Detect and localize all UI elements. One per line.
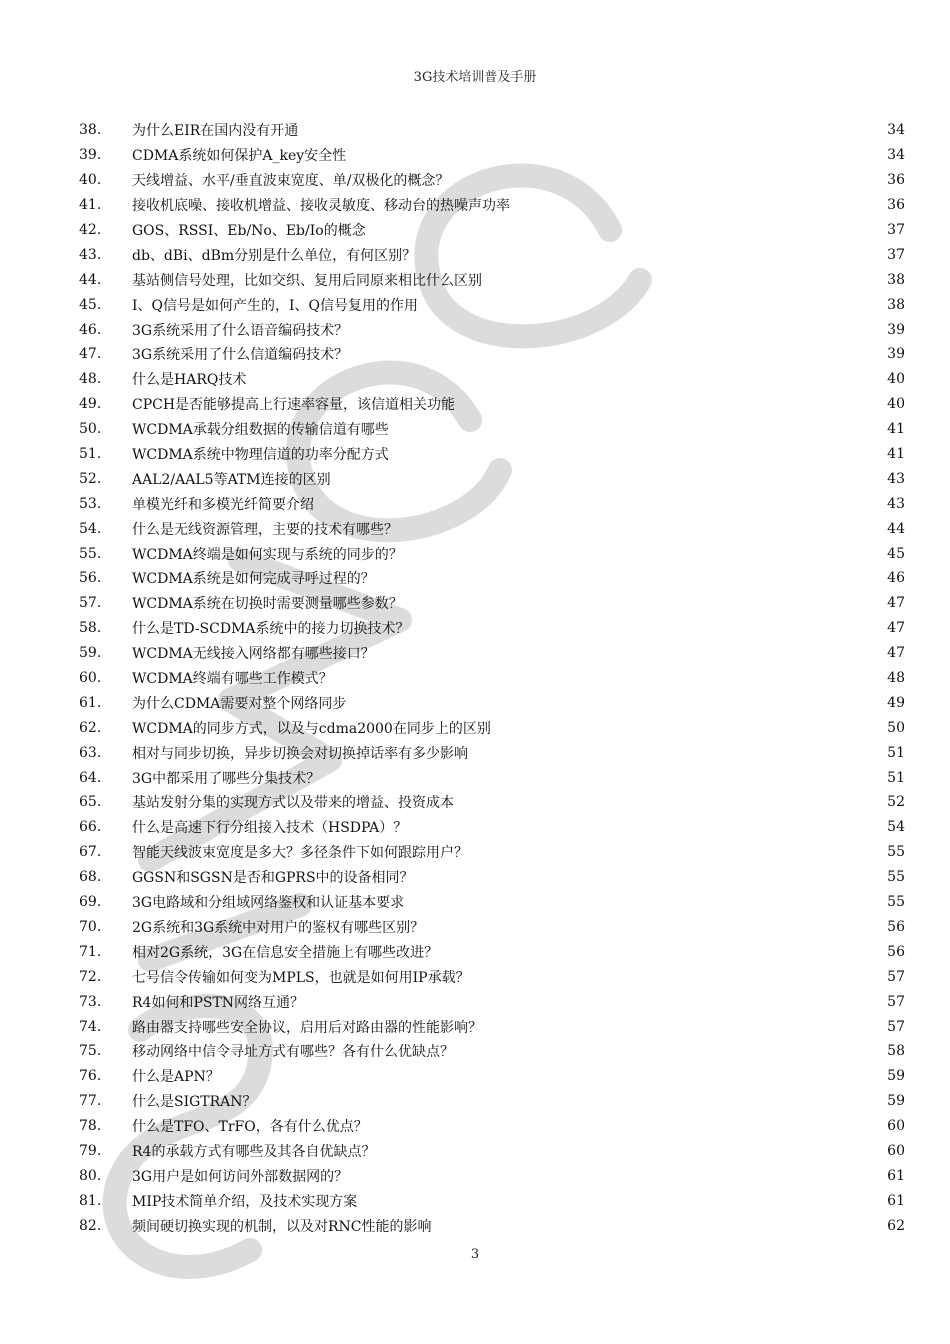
toc-entry[interactable]: [79, 292, 905, 317]
toc-entry-title: 接收机底噪、接收机增益、接收灵敏度、移动台的热噪声功率: [132, 198, 510, 215]
toc-entry-title: 为什么CDMA需要对整个网络同步: [132, 695, 347, 712]
toc-entry[interactable]: [79, 566, 905, 591]
toc-entry-page: 59: [887, 1068, 905, 1085]
toc-entry[interactable]: [79, 865, 905, 890]
toc-entry[interactable]: [79, 1213, 905, 1238]
toc-entry[interactable]: [79, 765, 905, 790]
toc-entry-number: 39.: [79, 147, 102, 164]
toc-entry-title: 移动网络中信令寻址方式有哪些？各有什么优缺点？: [132, 1044, 454, 1061]
toc-entry-page: 57: [887, 968, 905, 985]
toc-entry-number: 50.: [79, 421, 102, 438]
toc-entry-number: 44.: [79, 271, 102, 288]
toc-entry[interactable]: [79, 516, 905, 541]
toc-entry-page: 38: [887, 296, 905, 313]
toc-entry-number: 43.: [79, 246, 102, 263]
toc-entry-title: 频间硬切换实现的机制，以及对RNC性能的影响: [132, 1218, 432, 1235]
toc-entry-number: 40.: [79, 172, 102, 189]
toc-entry-number: 55.: [79, 545, 102, 562]
toc-entry-number: 82.: [79, 1217, 102, 1234]
toc-entry[interactable]: [79, 1188, 905, 1213]
toc-entry-number: 59.: [79, 645, 102, 662]
toc-entry-title: 相对与同步切换，异步切换会对切换掉话率有多少影响: [132, 745, 468, 762]
toc-entry-number: 66.: [79, 819, 102, 836]
toc-entry[interactable]: [79, 840, 905, 865]
toc-entry-page: 44: [887, 520, 905, 537]
toc-entry-title: I、Q信号是如何产生的，I、Q信号复用的作用: [132, 297, 419, 314]
toc-entry[interactable]: [79, 317, 905, 342]
toc-entry-page: 39: [887, 321, 905, 338]
toc-entry-page: 38: [887, 271, 905, 288]
toc-entry-number: 53.: [79, 495, 102, 512]
toc-entry-page: 51: [887, 744, 905, 761]
toc-entry-title: 3G用户是如何访问外部数据网的？: [132, 1168, 349, 1185]
toc-entry-title: WCDMA的同步方式，以及与cdma2000在同步上的区别: [132, 720, 491, 737]
toc-entry-number: 78.: [79, 1118, 102, 1135]
toc-entry[interactable]: [79, 466, 905, 491]
toc-entry[interactable]: [79, 491, 905, 516]
toc-entry-title: R4如何和PSTN网络互通？: [132, 994, 305, 1011]
toc-entry[interactable]: [79, 193, 905, 218]
toc-entry-number: 47.: [79, 346, 102, 363]
toc-entry-number: 80.: [79, 1167, 102, 1184]
toc-entry-title: 什么是无线资源管理，主要的技术有哪些？: [132, 521, 398, 538]
toc-entry[interactable]: [79, 118, 905, 143]
toc-entry-number: 48.: [79, 371, 102, 388]
toc-entry-title: WCDMA系统中物理信道的功率分配方式: [132, 447, 389, 464]
toc-entry-number: 42.: [79, 222, 102, 238]
toc-entry[interactable]: [79, 690, 905, 715]
toc-entry[interactable]: [79, 1064, 905, 1089]
toc-entry-page: 43: [887, 470, 905, 487]
toc-entry-page: 37: [887, 222, 905, 238]
toc-entry[interactable]: [79, 342, 905, 367]
page-number: 3: [470, 1247, 480, 1262]
toc-entry-number: 61.: [79, 694, 102, 711]
toc-entry-number: 81.: [79, 1192, 102, 1209]
toc-entry[interactable]: [79, 218, 905, 243]
toc-entry[interactable]: [79, 915, 905, 940]
toc-entry-number: 74.: [79, 1018, 102, 1035]
toc-entry-title: 路由器支持哪些安全协议，启用后对路由器的性能影响？: [132, 1019, 482, 1036]
toc-entry-page: 55: [887, 894, 905, 911]
toc-entry[interactable]: [79, 989, 905, 1014]
toc-entry[interactable]: [79, 1114, 905, 1139]
toc-entry-page: 48: [887, 670, 905, 687]
toc-entry[interactable]: [79, 715, 905, 740]
toc-entry-number: 56.: [79, 570, 102, 587]
toc-entry[interactable]: [79, 1014, 905, 1039]
toc-entry-title: MIP技术简单介绍，及技术实现方案: [132, 1193, 358, 1210]
toc-entry[interactable]: [79, 1163, 905, 1188]
toc-entry-number: 52.: [79, 470, 102, 487]
toc-entry-number: 64.: [79, 769, 102, 786]
toc-entry[interactable]: [79, 168, 905, 193]
toc-entry-number: 51.: [79, 446, 102, 463]
toc-entry[interactable]: [79, 442, 905, 467]
toc-entry[interactable]: [79, 541, 905, 566]
toc-entry-number: 72.: [79, 968, 102, 985]
toc-entry-page: 45: [887, 545, 905, 562]
toc-entry-title: 3G电路域和分组域网络鉴权和认证基本要求: [132, 895, 405, 912]
toc-entry-page: 49: [887, 694, 905, 711]
toc-entry-title: 3G系统采用了什么语音编码技术？: [132, 322, 349, 339]
toc-entry-title: 为什么EIR在国内没有开通: [132, 123, 299, 140]
toc-entry-title: 相对2G系统，3G在信息安全措施上有哪些改进？: [132, 944, 439, 961]
toc-entry-title: 七号信令传输如何变为MPLS，也就是如何用IP承载？: [132, 969, 470, 986]
toc-entry-title: 智能天线波束宽度是多大？多径条件下如何跟踪用户？: [132, 845, 468, 862]
toc-entry-page: 61: [887, 1192, 905, 1209]
toc-entry-page: 34: [887, 147, 905, 164]
toc-entry-number: 70.: [79, 918, 102, 935]
toc-entry-title: GGSN和SGSN是否和GPRS中的设备相同？: [132, 870, 414, 887]
toc-entry[interactable]: [79, 1139, 905, 1164]
toc-entry[interactable]: [79, 641, 905, 666]
toc-entry[interactable]: [79, 666, 905, 691]
toc-entry[interactable]: [79, 815, 905, 840]
toc-entry-page: 40: [887, 396, 905, 413]
toc-entry-title: WCDMA承载分组数据的传输信道有哪些: [132, 422, 389, 439]
toc-entry-page: 39: [887, 346, 905, 363]
toc-entry-number: 76.: [79, 1068, 102, 1085]
toc-entry[interactable]: [79, 417, 905, 442]
toc-entry-number: 63.: [79, 744, 102, 761]
toc-entry[interactable]: [79, 367, 905, 392]
toc-entry-page: 41: [887, 421, 905, 438]
toc-entry-title: 什么是SIGTRAN？: [132, 1094, 257, 1111]
toc-entry-page: 56: [887, 943, 905, 960]
toc-entry-number: 60.: [79, 670, 102, 687]
toc-entry-page: 60: [887, 1142, 905, 1159]
toc-entry-number: 46.: [79, 321, 102, 338]
toc-entry-page: 58: [887, 1043, 905, 1060]
toc-entry-page: 34: [887, 122, 905, 139]
toc-entry-page: 47: [887, 595, 905, 612]
toc-entry-number: 41.: [79, 197, 102, 214]
toc-entry-page: 57: [887, 1018, 905, 1035]
toc-entry-page: 37: [887, 246, 905, 263]
toc-entry-number: 57.: [79, 595, 102, 612]
table-of-contents: [79, 118, 905, 1238]
toc-entry-title: 3G中都采用了哪些分集技术？: [132, 770, 321, 787]
toc-entry-page: 55: [887, 869, 905, 886]
toc-entry-title: WCDMA系统在切换时需要测量哪些参数？: [132, 596, 403, 613]
toc-entry-title: 2G系统和3G系统中对用户的鉴权有哪些区别？: [132, 919, 425, 936]
toc-entry-title: 什么是TFO、TrFO，各有什么优点？: [132, 1119, 368, 1136]
toc-entry-page: 50: [887, 719, 905, 736]
toc-entry-page: 47: [887, 645, 905, 662]
toc-entry[interactable]: [79, 591, 905, 616]
toc-entry-number: 69.: [79, 894, 102, 911]
toc-entry-page: 40: [887, 371, 905, 388]
toc-entry-page: 56: [887, 918, 905, 935]
toc-entry-number: 49.: [79, 396, 102, 413]
toc-entry[interactable]: [79, 267, 905, 292]
toc-entry-page: 36: [887, 197, 905, 214]
toc-entry-title: 什么是高速下行分组接入技术（HSDPA）？: [132, 820, 408, 837]
toc-entry-page: 61: [887, 1167, 905, 1184]
toc-entry-title: AAL2/AAL5等ATM连接的区别: [132, 471, 331, 488]
toc-entry-title: 什么是APN？: [132, 1069, 220, 1086]
toc-entry-number: 54.: [79, 520, 102, 537]
toc-entry-title: WCDMA终端有哪些工作模式？: [132, 671, 333, 688]
toc-entry-number: 65.: [79, 794, 102, 811]
toc-entry-page: 36: [887, 172, 905, 189]
toc-entry-page: 59: [887, 1093, 905, 1110]
toc-entry-number: 79.: [79, 1142, 102, 1159]
toc-entry-page: 43: [887, 495, 905, 512]
toc-entry-page: 46: [887, 570, 905, 587]
toc-entry-title: 3G系统采用了什么信道编码技术？: [132, 347, 349, 364]
toc-entry-page: 54: [887, 819, 905, 836]
toc-entry[interactable]: [79, 392, 905, 417]
toc-entry-number: 58.: [79, 620, 102, 637]
toc-entry-page: 57: [887, 993, 905, 1010]
toc-entry-number: 68.: [79, 869, 102, 886]
toc-entry-number: 45.: [79, 296, 102, 313]
toc-entry[interactable]: [79, 740, 905, 765]
toc-entry[interactable]: [79, 616, 905, 641]
toc-entry-page: 52: [887, 794, 905, 811]
toc-entry[interactable]: [79, 1089, 905, 1114]
toc-entry-number: 71.: [79, 943, 102, 960]
toc-entry-title: WCDMA终端是如何实现与系统的同步的？: [132, 546, 403, 563]
toc-entry-number: 38.: [79, 122, 102, 139]
toc-entry-title: CPCH是否能够提高上行速率容量，该信道相关功能: [132, 397, 456, 414]
toc-entry-title: 天线增益、水平/垂直波束宽度、单/双极化的概念？: [132, 173, 450, 190]
toc-entry-title: 什么是HARQ技术: [132, 372, 247, 389]
toc-entry[interactable]: [79, 143, 905, 168]
toc-entry[interactable]: [79, 964, 905, 989]
toc-entry[interactable]: [79, 1039, 905, 1064]
toc-entry-page: 41: [887, 446, 905, 463]
toc-entry-page: 60: [887, 1118, 905, 1135]
toc-entry-number: 75.: [79, 1043, 102, 1060]
toc-entry-number: 77.: [79, 1093, 102, 1110]
toc-entry-page: 51: [887, 769, 905, 786]
toc-entry-title: R4的承载方式有哪些及其各自优缺点？: [132, 1143, 376, 1160]
toc-entry-title: 单模光纤和多模光纤简要介绍: [132, 496, 314, 513]
toc-entry-number: 62.: [79, 719, 102, 736]
toc-entry-page: 62: [887, 1217, 905, 1234]
toc-entry-title: WCDMA系统是如何完成寻呼过程的？: [132, 571, 375, 588]
toc-entry-title: 基站发射分集的实现方式以及带来的增益、投资成本: [132, 795, 454, 812]
toc-entry[interactable]: [79, 890, 905, 915]
toc-entry-title: WCDMA无线接入网络都有哪些接口？: [132, 646, 375, 663]
toc-entry-title: GOS、RSSI、Eb/No、Eb/Io的概念: [132, 223, 366, 239]
toc-entry-title: 基站侧信号处理，比如交织、复用后同原来相比什么区别: [132, 272, 482, 289]
toc-entry-title: 什么是TD-SCDMA系统中的接力切换技术？: [132, 621, 410, 638]
toc-entry[interactable]: [79, 242, 905, 267]
page-header-title: 3G技术培训普及手册: [413, 70, 537, 85]
toc-entry-page: 47: [887, 620, 905, 637]
toc-entry-number: 73.: [79, 993, 102, 1010]
toc-entry[interactable]: [79, 790, 905, 815]
toc-entry-page: 55: [887, 844, 905, 861]
toc-entry-number: 67.: [79, 844, 102, 861]
toc-entry-title: CDMA系统如何保护A_key安全性: [132, 148, 347, 165]
toc-entry[interactable]: [79, 939, 905, 964]
toc-entry-title: db、dBi、dBm分别是什么单位，有何区别？: [132, 247, 417, 264]
